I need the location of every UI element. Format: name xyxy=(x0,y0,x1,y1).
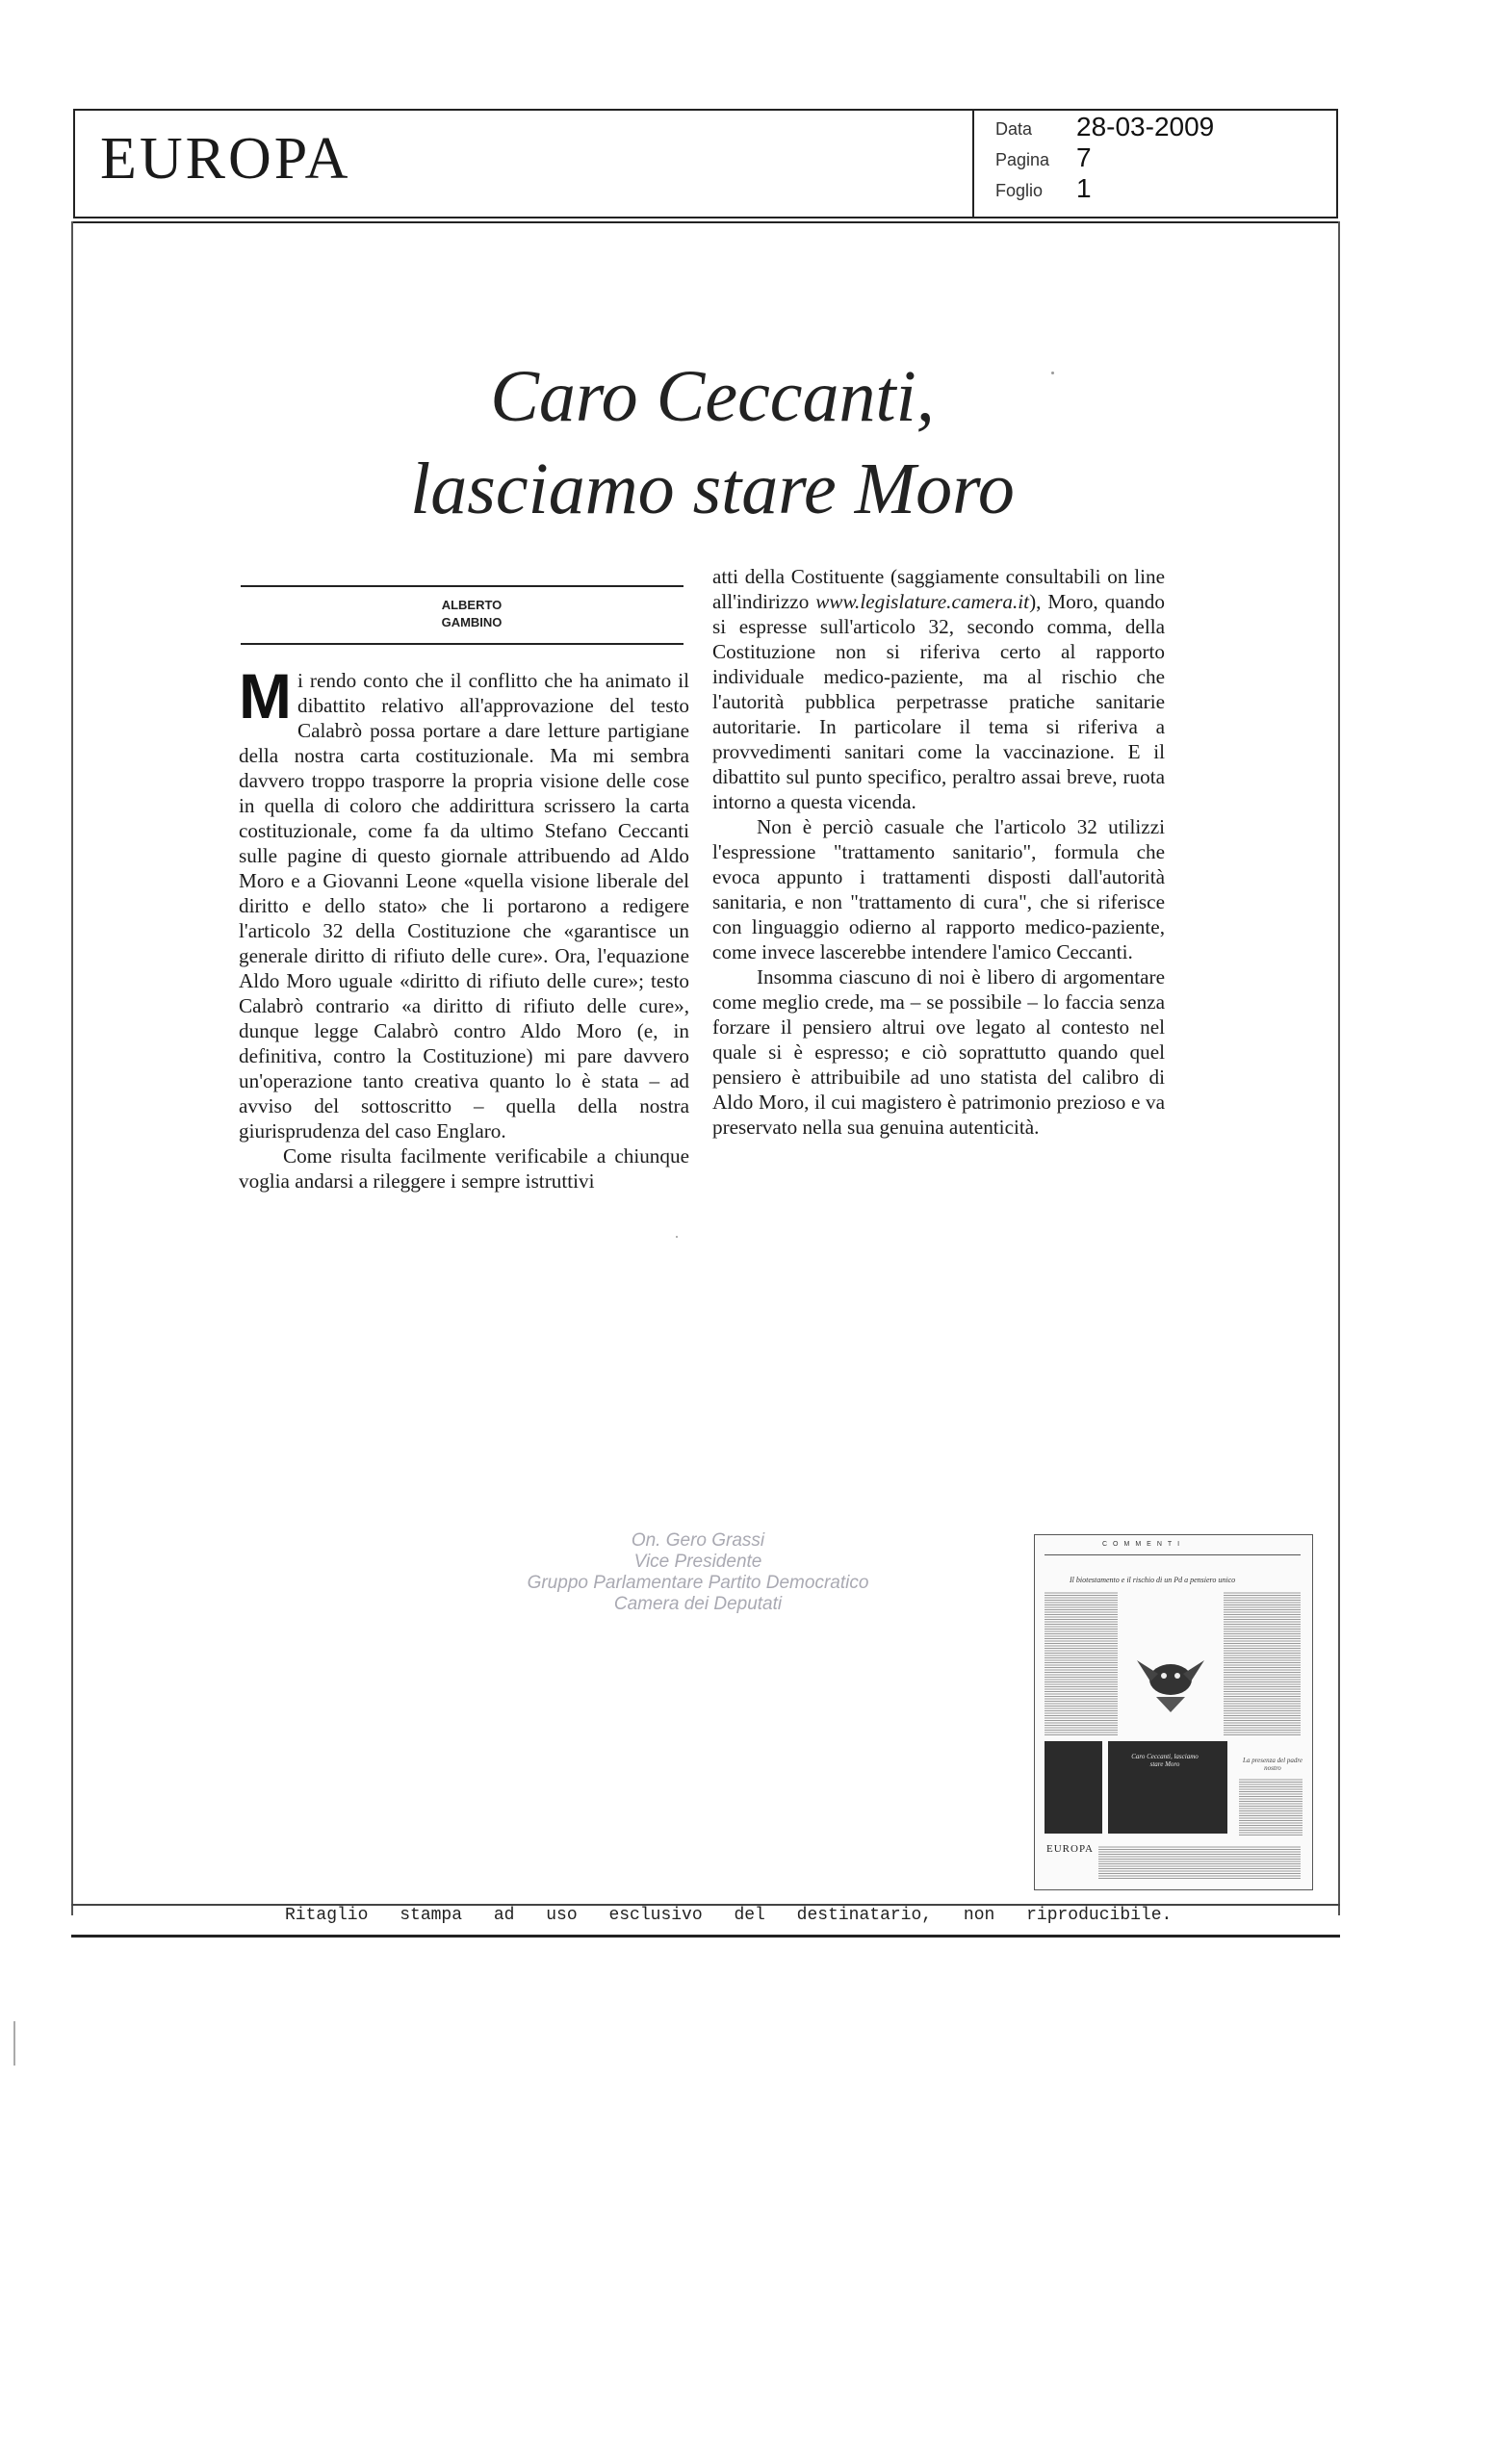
article-headline xyxy=(193,350,1232,535)
article-column-left xyxy=(239,660,689,1194)
stamp-line-1: On. Gero Grassi xyxy=(631,1530,765,1551)
paragraph-text: atti della Costituente (saggiamente consultabili on line all'indirizzo xyxy=(712,565,1165,613)
thumbnail-rule xyxy=(1045,1554,1301,1555)
thumbnail-masthead: EUROPA xyxy=(1046,1843,1094,1855)
thumbnail-text-block xyxy=(1045,1591,1118,1735)
paragraph-text: i rendo conto che il conflitto che ha animato il dibattito relativo all'approvazione del testo Calabrò possa portare a dare letture partigiane della nostra carta costituzionale. Ma mi sembra davvero troppo trasporre la propria visione delle cose in quella di coloro che addirittura scrissero la carta costituzionale, come fa da ultimo Stefano Ceccanti sulle pagine di questo giornale attribuendo ad Aldo Moro e a Giovanni Leone «quella visione liberale del diritto e dello stato» che li portarono a redigere l'articolo 32 della Costituzione che «garantisce un generale diritto di rifiuto delle cure». Ora, l'equazione Aldo Moro uguale «diritto di rifiuto delle cure»; testo Calabrò contrario «a diritto di rifiuto delle cure», dunque legge Calabrò contro Aldo Moro (e, in definitiva, contro la Costituzione) mi pare davvero un'operazione tanto creativa quanto lo è stata – ad avviso del sottoscritto – quella della nostra giurisprudenza del caso Englaro. xyxy=(239,669,689,1142)
thumbnail-text-block xyxy=(1224,1591,1301,1735)
author-first-name: ALBERTO xyxy=(441,598,503,612)
article-paragraph xyxy=(239,660,689,1143)
author-last-name: GAMBINO xyxy=(441,615,503,629)
newspaper-masthead: EUROPA xyxy=(100,126,351,192)
scan-artifact xyxy=(676,1236,678,1238)
header-bottom-rule xyxy=(73,221,1338,223)
thumbnail-text-block xyxy=(1098,1845,1301,1880)
byline xyxy=(395,597,549,631)
thumbnail-side-title: La presenza del padre nostro xyxy=(1243,1757,1303,1772)
article-column-right xyxy=(712,564,1165,1140)
thumbnail-headline: Il biotestamento e il rischio di un Pd a pensiero unico xyxy=(1070,1576,1236,1584)
thumbnail-article-title: Caro Ceccanti, lasciamo stare Moro xyxy=(1131,1753,1199,1768)
scan-artifact xyxy=(1051,372,1054,374)
frame-left-border xyxy=(71,221,73,1915)
article-paragraph: Non è perciò casuale che l'articolo 32 utilizzi l'espressione "trattamento sanitario", formula che evoca appunto i trattamenti disposti dall'autorità sanitaria, e non "trattamento di cura", che si riferisce con linguaggio odierno al rapporto medico-paziente, come invece lascerebbe intendere l'amico Ceccanti. xyxy=(712,815,1165,963)
thumbnail-illustration xyxy=(1127,1641,1214,1718)
headline-line-2: lasciamo stare Moro xyxy=(410,449,1015,529)
thumbnail-section-heading: COMMENTI xyxy=(1102,1541,1186,1548)
clipping-notice: Ritaglio stampa ad uso esclusivo del destinatario, non riproducibile. xyxy=(285,1906,1173,1925)
footer-bottom-rule xyxy=(71,1935,1340,1938)
article-paragraph xyxy=(712,564,1165,814)
website-url: www.legislature.camera.it xyxy=(815,590,1030,613)
byline-bottom-rule xyxy=(241,643,684,645)
scan-artifact xyxy=(13,2021,15,2066)
stamp-line-3: Gruppo Parlamentare Partito Democratico xyxy=(527,1573,869,1593)
stamp-line-4: Camera dei Deputati xyxy=(613,1594,783,1614)
page-label: Pagina xyxy=(995,150,1050,169)
sheet-label: Foglio xyxy=(995,181,1044,200)
page-value: 7 xyxy=(1076,142,1092,172)
illustration-icon xyxy=(1127,1641,1214,1718)
sheet-value: 1 xyxy=(1076,173,1092,203)
page-thumbnail xyxy=(1034,1534,1313,1890)
date-value: 28-03-2009 xyxy=(1076,112,1215,141)
article-paragraph: Come risulta facilmente verificabile a chiunque voglia andarsi a rileggere i sempre istruttivi xyxy=(239,1144,689,1193)
byline-top-rule xyxy=(241,585,684,587)
deputy-stamp xyxy=(452,1530,943,1615)
thumbnail-text-block xyxy=(1239,1778,1303,1835)
drop-cap: M xyxy=(239,660,292,732)
paragraph-text: ), Moro, quando si espresse sull'articolo 32, secondo comma, della Costituzione non si riferiva certo al rapporto individuale medico-paziente, ma al rischio che l'autorità pubblica perpetrasse pratiche sanitarie autoritarie. In particolare il tema si riferiva a provvedimenti sanitari come la vaccinazione. E il dibattito sul punto specifico, peraltro assai breve, ruota intorno a questa vicenda. xyxy=(712,590,1165,813)
frame-right-border xyxy=(1338,221,1340,1915)
stamp-line-2: Vice Presidente xyxy=(633,1552,762,1572)
date-label: Data xyxy=(995,119,1033,139)
article-paragraph: Insomma ciascuno di noi è libero di argomentare come meglio crede, ma – se possibile – lo faccia senza forzare il pensiero altrui ove legato al contesto nel quale si è espresso; e ciò soprattutto quando quel pensiero è attribuibile ad uno statista del calibro di Aldo Moro, il cui magistero è patrimonio prezioso e va preservato nella sua genuina autenticità. xyxy=(712,965,1165,1139)
thumbnail-dark-block xyxy=(1045,1741,1102,1834)
header-divider xyxy=(972,109,974,218)
headline-line-1: Caro Ceccanti, xyxy=(490,356,935,437)
